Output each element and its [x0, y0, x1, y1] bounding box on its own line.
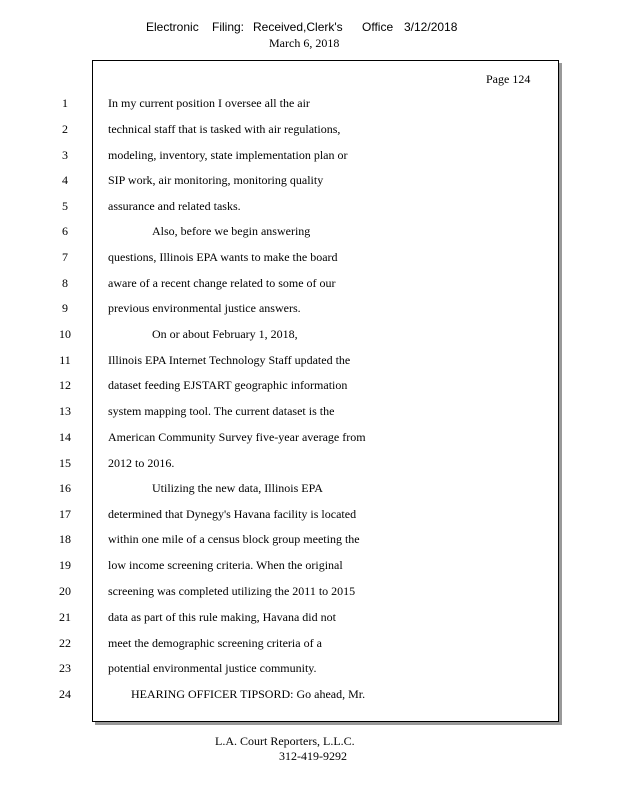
line-text: dataset feeding EJSTART geographic information: [108, 378, 348, 392]
line-number: 5: [62, 199, 68, 213]
line-text: previous environmental justice answers.: [108, 301, 301, 315]
line-text: aware of a recent change related to some of our: [108, 276, 336, 290]
line-text: On or about February 1, 2018,: [152, 327, 298, 341]
line-number: 11: [59, 353, 71, 367]
line-number: 21: [59, 610, 71, 624]
line-number: 22: [59, 636, 71, 650]
line-text: Also, before we begin answering: [152, 224, 311, 238]
line-number: 19: [59, 558, 71, 572]
line-number: 24: [59, 687, 71, 701]
line-text: determined that Dynegy's Havana facility is located: [108, 507, 357, 521]
line-text: modeling, inventory, state implementation plan or: [108, 148, 348, 162]
line-number: 20: [59, 584, 71, 598]
line-number: 4: [62, 173, 68, 187]
line-number: 15: [59, 456, 71, 470]
line-number: 18: [59, 532, 71, 546]
transcript-date: March 6, 2018: [269, 36, 340, 50]
line-text: questions, Illinois EPA wants to make the board: [108, 250, 338, 264]
stamp-received-clerks: Received,Clerk's: [253, 20, 343, 34]
page-number: Page 124: [486, 72, 531, 86]
line-number: 14: [59, 430, 71, 444]
line-text: Utilizing the new data, Illinois EPA: [152, 481, 323, 495]
line-text: meet the demographic screening criteria of a: [108, 636, 322, 650]
line-number: 1: [62, 96, 68, 110]
stamp-date: 3/12/2018: [404, 20, 458, 34]
line-number: 10: [59, 327, 71, 341]
line-text: 2012 to 2016.: [108, 456, 175, 470]
line-text: Illinois EPA Internet Technology Staff updated the: [108, 353, 351, 367]
line-number: 3: [62, 148, 68, 162]
stamp-filing: Filing:: [212, 20, 245, 34]
line-number: 9: [62, 301, 68, 315]
stamp-office: Office: [362, 20, 394, 34]
court-reporter-name: L.A. Court Reporters, L.L.C.: [215, 734, 355, 748]
line-number: 13: [59, 404, 71, 418]
line-text: low income screening criteria. When the original: [108, 558, 343, 572]
line-number: 2: [62, 122, 68, 136]
line-number: 17: [59, 507, 71, 521]
line-text: within one mile of a census block group meeting the: [108, 532, 360, 546]
line-text: data as part of this rule making, Havana did not: [108, 610, 336, 624]
line-text: technical staff that is tasked with air regulations,: [108, 122, 341, 136]
line-text: In my current position I oversee all the air: [108, 96, 310, 110]
line-text: system mapping tool. The current dataset is the: [108, 404, 335, 418]
line-number: 6: [62, 224, 68, 238]
line-number: 23: [59, 661, 71, 675]
line-text: SIP work, air monitoring, monitoring quality: [108, 173, 324, 187]
line-number: 8: [62, 276, 68, 290]
line-number: 16: [59, 481, 71, 495]
line-text: potential environmental justice community.: [108, 661, 317, 675]
stamp-electronic: Electronic: [146, 20, 199, 34]
line-text: American Community Survey five-year average from: [108, 430, 366, 444]
line-number: 7: [62, 250, 68, 264]
line-text: assurance and related tasks.: [108, 199, 241, 213]
electronic-filing-stamp: [0, 20, 618, 36]
line-text: screening was completed utilizing the 2011 to 2015: [108, 584, 356, 598]
line-number: 12: [59, 378, 71, 392]
line-text: HEARING OFFICER TIPSORD: Go ahead, Mr.: [131, 687, 366, 701]
court-reporter-phone: 312-419-9292: [279, 749, 347, 763]
